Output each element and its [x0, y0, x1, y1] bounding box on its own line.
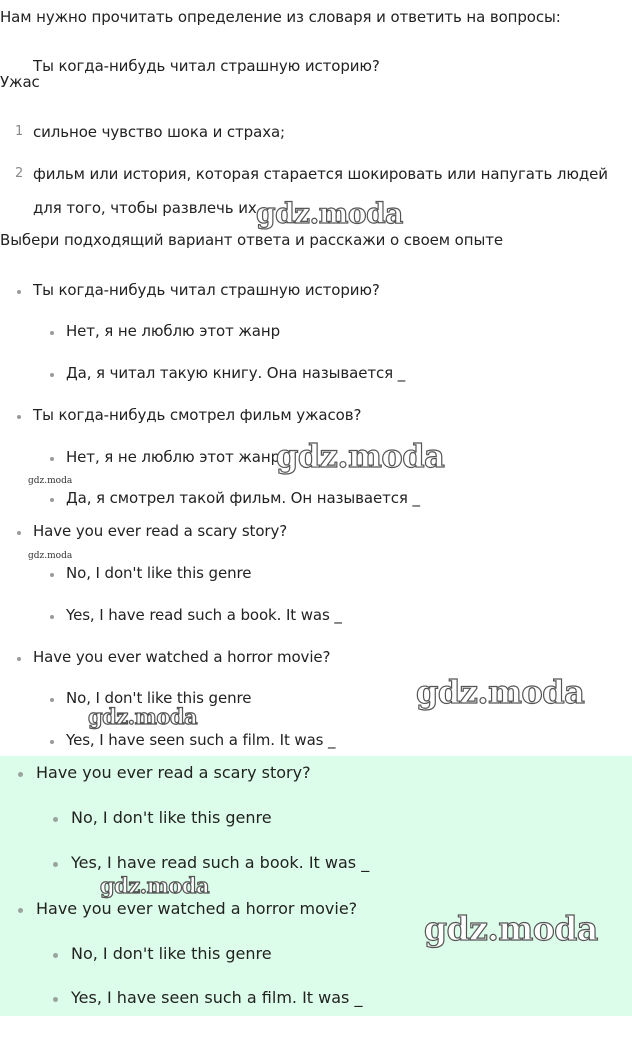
answer-option: Нет, я не люблю этот жанр: [66, 448, 281, 466]
watermark: gdz.moda: [416, 673, 585, 711]
watermark: gdz.moda: [88, 704, 198, 729]
answer-option: Да, я читал такую книгу. Она называется _: [66, 364, 406, 382]
bullet-marker: [50, 457, 54, 461]
answer-option: Yes, I have read such a book. It was _: [71, 853, 370, 872]
answer-option: No, I don't like this genre: [71, 944, 272, 963]
bullet-marker: [18, 908, 23, 913]
watermark: gdz.moda: [100, 873, 210, 898]
answer-option: No, I don't like this genre: [66, 564, 252, 582]
watermark-small: gdz.moda: [28, 476, 73, 486]
watermark: gdz.moda: [276, 437, 445, 475]
bullet-marker: [50, 498, 54, 502]
answer-option: Да, я смотрел такой фильм. Он называется _: [66, 489, 420, 507]
bullet-marker: [53, 997, 58, 1002]
answer-option: Yes, I have read such a book. It was _: [66, 606, 342, 624]
answer-box: [0, 756, 632, 1016]
definition-number: 2: [15, 166, 24, 181]
watermark-small: gdz.moda: [28, 551, 73, 561]
answer-option: Yes, I have seen such a film. It was _: [66, 731, 336, 749]
bullet-marker: [17, 415, 21, 419]
definition-text-continued: для того, чтобы развлечь их: [33, 199, 257, 217]
bullet-marker: [53, 953, 58, 958]
dictionary-word: Ужас: [0, 73, 40, 91]
watermark: gdz.moda: [424, 909, 598, 948]
definition-number: 1: [15, 124, 24, 139]
bullet-marker: [50, 373, 54, 377]
question-item: Ты когда-нибудь смотрел фильм ужасов?: [33, 406, 362, 424]
task-text: Выбери подходящий вариант ответа и расскажи о своем опыте: [0, 231, 503, 249]
bullet-marker: [53, 817, 58, 822]
bullet-marker: [53, 862, 58, 867]
question-item: Have you ever watched a horror movie?: [33, 648, 331, 666]
answer-option: Нет, я не люблю этот жанр: [66, 322, 281, 340]
bullet-marker: [50, 331, 54, 335]
answer-option: No, I don't like this genre: [71, 808, 272, 827]
bullet-marker: [50, 740, 54, 744]
definition-text: фильм или история, которая старается шокировать или напугать людей: [33, 165, 608, 183]
question-item: Have you ever read a scary story?: [33, 522, 288, 540]
definition-text: сильное чувство шока и страха;: [33, 123, 286, 141]
bullet-marker: [17, 531, 21, 535]
bullet-marker: [50, 615, 54, 619]
answer-question: Have you ever watched a horror movie?: [36, 899, 358, 918]
bullet-marker: [17, 657, 21, 661]
bullet-marker: [50, 698, 54, 702]
answer-option: Yes, I have seen such a film. It was _: [71, 988, 363, 1007]
bullet-marker: [50, 573, 54, 577]
clipped-question-line: Ты когда-нибудь читал страшную историю?: [33, 57, 380, 75]
intro-text: Нам нужно прочитать определение из словаря и ответить на вопросы:: [0, 8, 561, 26]
answer-option: No, I don't like this genre: [66, 689, 252, 707]
bullet-marker: [17, 290, 21, 294]
watermark: gdz.moda: [256, 197, 403, 230]
answer-question: Have you ever read a scary story?: [36, 763, 311, 782]
bullet-marker: [18, 772, 23, 777]
question-item: Ты когда-нибудь читал страшную историю?: [33, 281, 380, 299]
